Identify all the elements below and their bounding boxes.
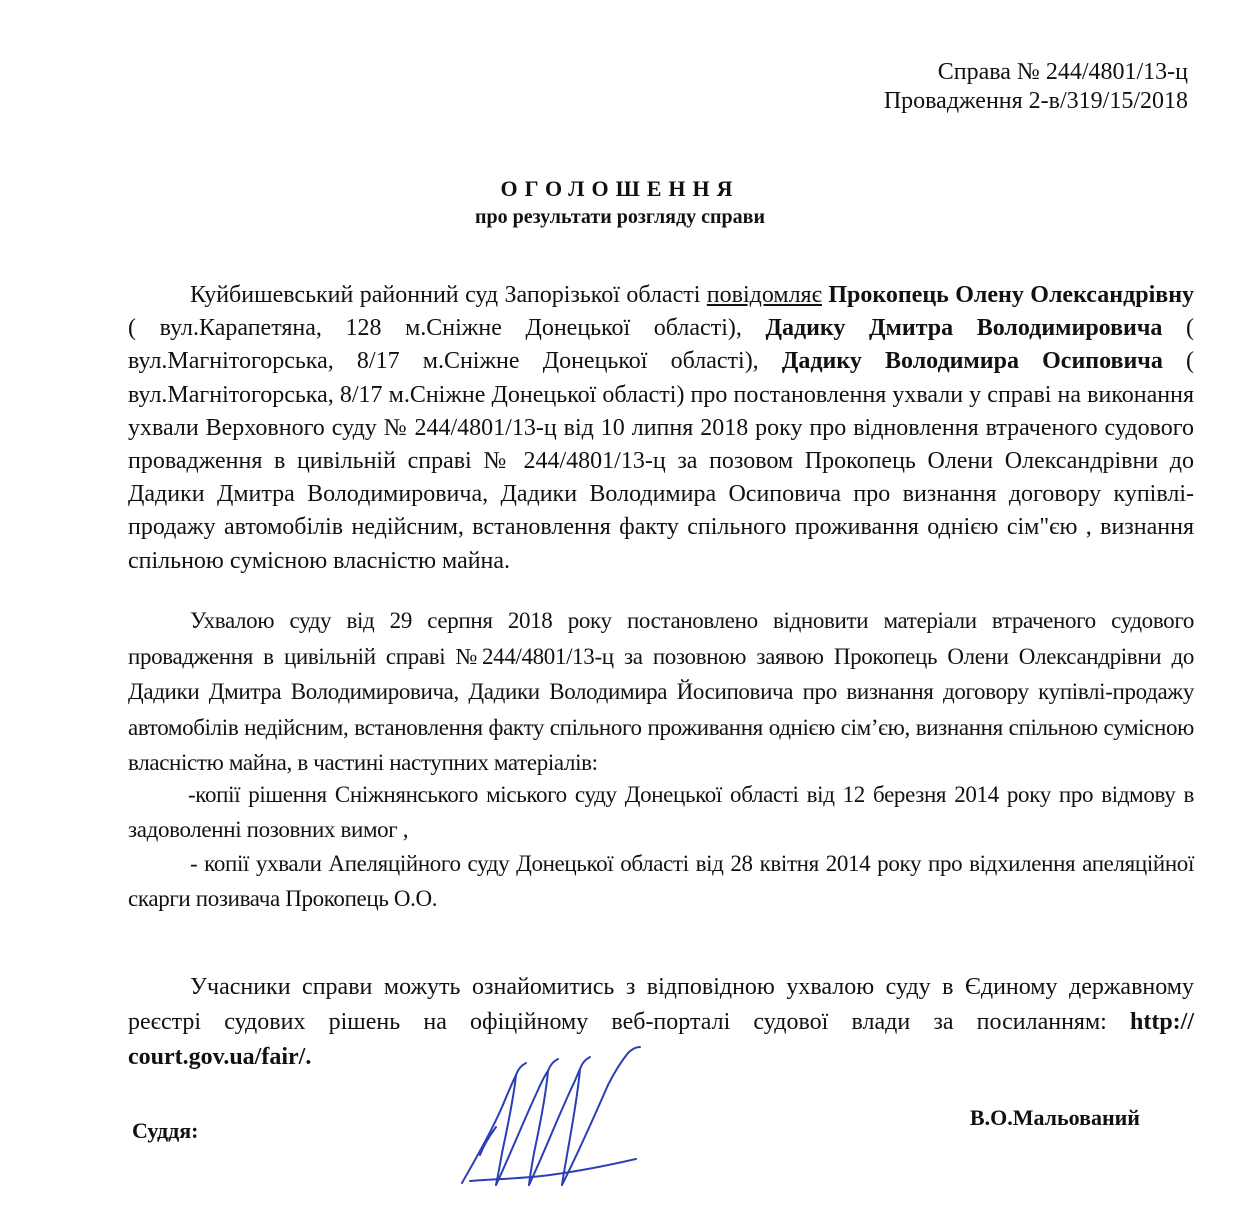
judge-label: Суддя: — [132, 1118, 199, 1143]
paragraph-register-info — [128, 970, 1194, 1075]
register-link[interactable]: http:// court.gov.ua/fair/ — [128, 1009, 1194, 1070]
paragraph-ruling: Ухвалою суду від 29 серпня 2018 року постановлено відновити матеріали втраченого судового провадження в цивільній справі №244/4801/13-ц за позовною заявою Прокопець Олени Олександрівни до Дадики Дмитра Володимировича, Дадики Володимира Йосиповича про визнання договору купівлі-продажу автомобілів недійсним, встановлення факту спільного проживання однією сім’єю, визнання спільною сумісною власністю майна, в частині наступних матеріалів: — [128, 608, 1194, 775]
p1-party-1: Прокопець Олену Олександрівну — [828, 282, 1195, 308]
proceeding-number: Провадження 2-в/319/15/2018 — [883, 88, 1188, 114]
document-subtitle: про результати розгляду справи — [475, 206, 765, 228]
p1-text-7: ( вул.Магнітогорська, 8/17 м.Сніжне Донецької області), — [128, 315, 1194, 375]
p1-text-1: Куйбишевський районний суд Запорізької області — [190, 282, 707, 308]
list-item: -копії рішення Сніжнянського міського суду Донецької області від 12 березня 2014 року про відмову в задоволенні позовних вимог , — [128, 782, 1194, 842]
case-number: Справа № 244/4801/13-ц — [937, 59, 1188, 85]
p1-party-2: Дадику Дмитра Володимировича — [765, 315, 1163, 342]
document-title: ОГОЛОШЕННЯ — [500, 176, 740, 201]
p1-text-5: ( вул.Карапетяна, 128 м.Сніжне Донецької області), — [128, 315, 766, 342]
judge-name: В.О.Мальований — [969, 1105, 1140, 1130]
case-reference — [884, 58, 1188, 116]
p5-text-1: Учасники справи можуть ознайомитись з відповідною ухвалою суду в Єдиному державному реєстрі судових рішень на офіційному веб-порталі судової влади за посиланням: — [128, 974, 1194, 1035]
signature-image — [450, 1035, 650, 1195]
p1-text-9: ( вул.Магнітогорська, 8/17 м.Сніжне Донецької області) про постановлення ухвали у справі на виконання ухвали Верховного суду № 244/4801/13-ц від 10 липня 2018 року про відновлення втраченого судового провадження в цивільній справі № 244/4801/13-ц за позовом Прокопець Олени Олександрівни до Дадики Дмитра Володимировича, Дадики Володимира Осиповича про визнання договору купівлі-продажу автомобілів недійсним, встановлення факту спільного проживання однією сім"єю , визнання спільною сумісною власністю майна. — [128, 348, 1194, 574]
p1-notifies: повідомляє — [706, 282, 822, 308]
paragraph-notification — [128, 279, 1194, 578]
p1-party-3: Дадику Володимира Осиповича — [781, 348, 1163, 375]
p5-text-2: . — [305, 1044, 312, 1070]
list-item: - копії ухвали Апеляційного суду Донецької області від 28 квітня 2014 року про відхилення апеляційної скарги позивача Прокопець О.О. — [128, 851, 1194, 911]
